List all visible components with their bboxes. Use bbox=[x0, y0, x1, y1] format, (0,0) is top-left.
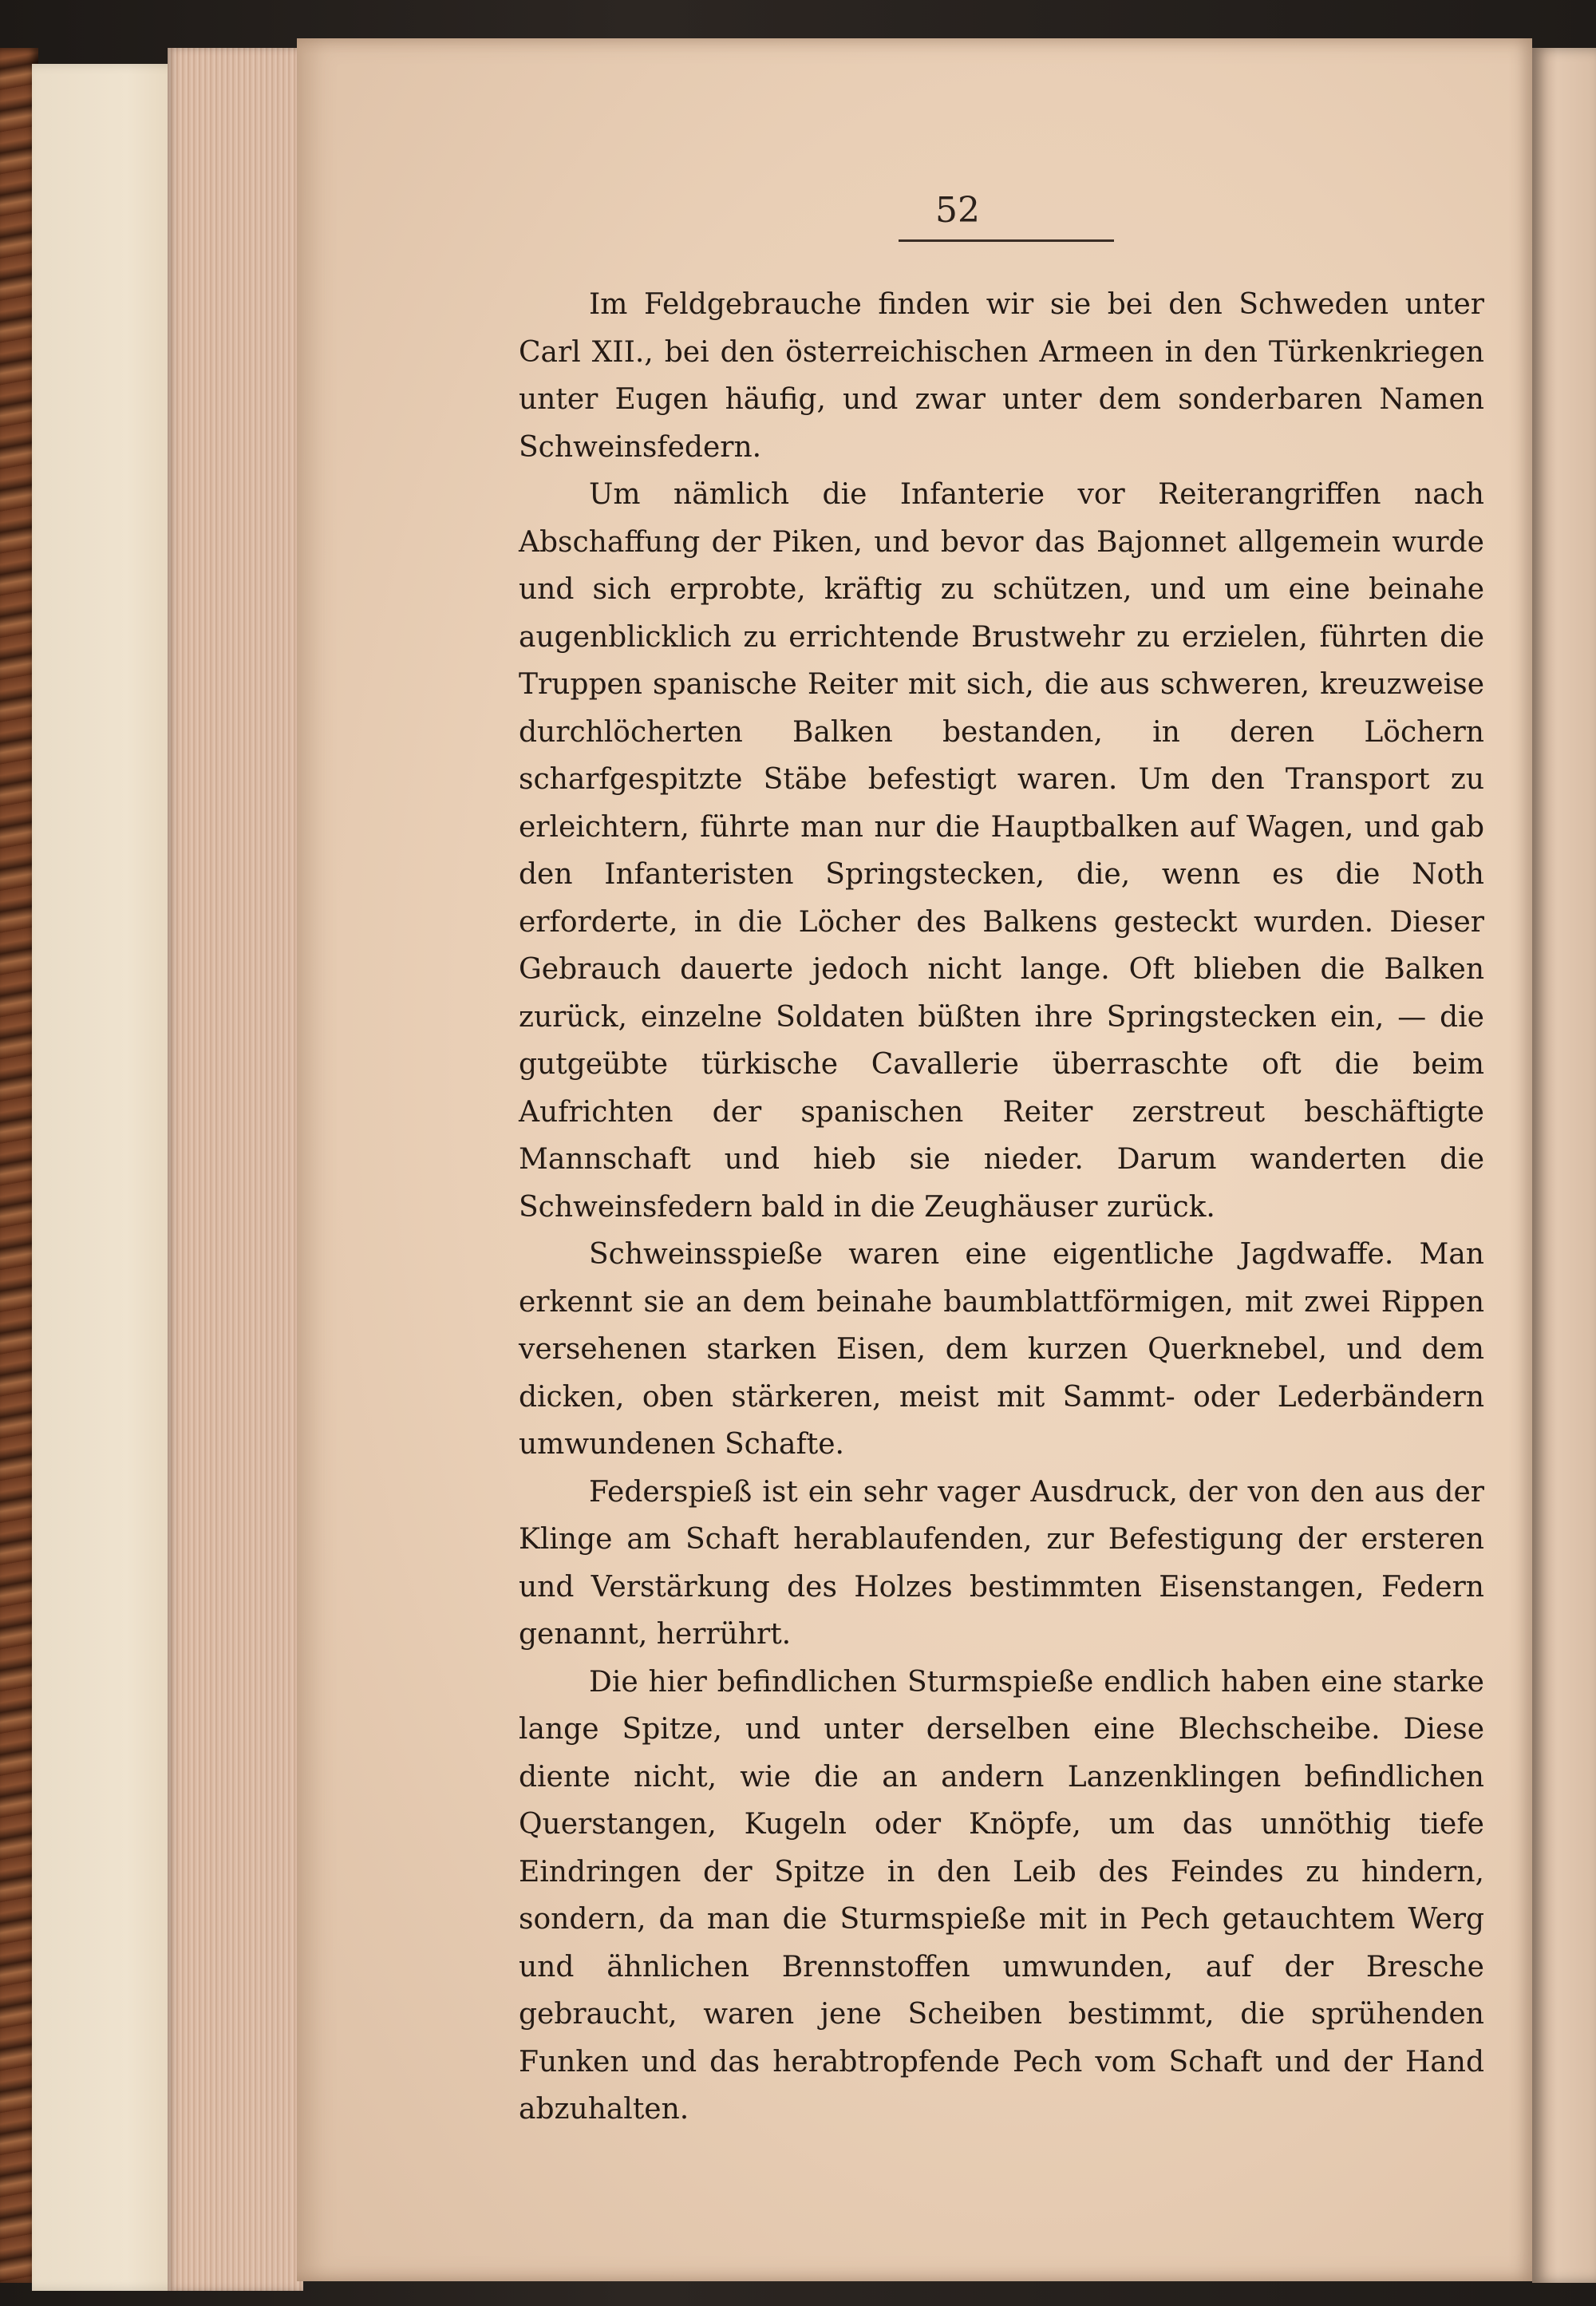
paragraph-schweinsspiesse: Schweinsspieße waren eine eigentliche Jagdwaffe. Man erkennt sie an dem beinahe baumblattförmigen, mit zwei Rippen versehenen starken Eisen, dem kurzen Querknebel, und dem dicken, oben stärkeren, meist mit Sammt- oder Lederbändern umwundenen Schafte. bbox=[519, 1238, 1484, 1461]
paragraph-spanische-reiter: Um nämlich die Infanterie vor Reiterangriffen nach Abschaffung der Piken, und bevor das Bajonnet allgemein wurde und sich erprobte, kräftig zu schützen, und um eine beinahe augenblicklich zu errichtende Brustwehr zu erzielen, führten die Truppen spanische Reiter mit sich, die aus schweren, kreuzweise durchlöcherten Balken bestanden, in deren Löchern scharfgespitzte Stäbe befestigt waren. Um den Transport zu erleichtern, führte man nur die Hauptbalken auf Wagen, und gab den Infanteristen Springstecken, die, wenn es die Noth erforderte, in die Löcher des Balkens gesteckt wurden. Dieser Gebrauch dauerte jedoch nicht lange. Oft blieben die Balken zurück, einzelne Soldaten büßten ihre Springstecken ein, — die gutgeübte türkische Cavallerie überraschte oft die beim Aufrichten der spanischen Reiter zerstreut beschäftigte Mannschaft und hieb sie nieder. Darum wanderten die Schweinsfedern bald in die Zeughäuser zurück. bbox=[519, 478, 1484, 1224]
header-rule bbox=[899, 239, 1114, 242]
stacked-page-edges bbox=[168, 48, 303, 2291]
facing-page-edge bbox=[1532, 48, 1596, 2283]
page-number: 52 bbox=[935, 190, 980, 231]
body-text bbox=[519, 281, 1484, 2134]
paragraph-feldgebrauch: Im Feldgebrauche finden wir sie bei den Schweden unter Carl XII., bei den österreichischen Armeen in den Türkenkriegen unter Eugen häufig, und zwar unter dem sonderbaren Namen Schweinsfedern. bbox=[519, 288, 1484, 464]
paragraph-federspiess: Federspieß ist ein sehr vager Ausdruck, der von den aus der Klinge am Schaft herablaufenden, zur Befestigung der ersteren und Verstärkung des Holzes bestimmten Eisenstangen, Federn genannt, herrührt. bbox=[519, 1475, 1484, 1651]
paragraph-sturmspiesse: Die hier befindlichen Sturmspieße endlich haben eine starke lange Spitze, und unter derselben eine Blechscheibe. Diese diente nicht, wie die an andern Lanzenklingen befindlichen Querstangen, Kugeln oder Knöpfe, um das unnöthig tiefe Eindringen der Spitze in den Leib des Feindes zu hindern, sondern, da man die Sturmspieße mit in Pech getauchtem Werg und ähnlichen Brennstoffen umwunden, auf der Bresche gebraucht, waren jene Scheiben bestimmt, die sprühenden Funken und das herabtropfende Pech vom Schaft und der Hand abzuhalten. bbox=[519, 1665, 1484, 2126]
